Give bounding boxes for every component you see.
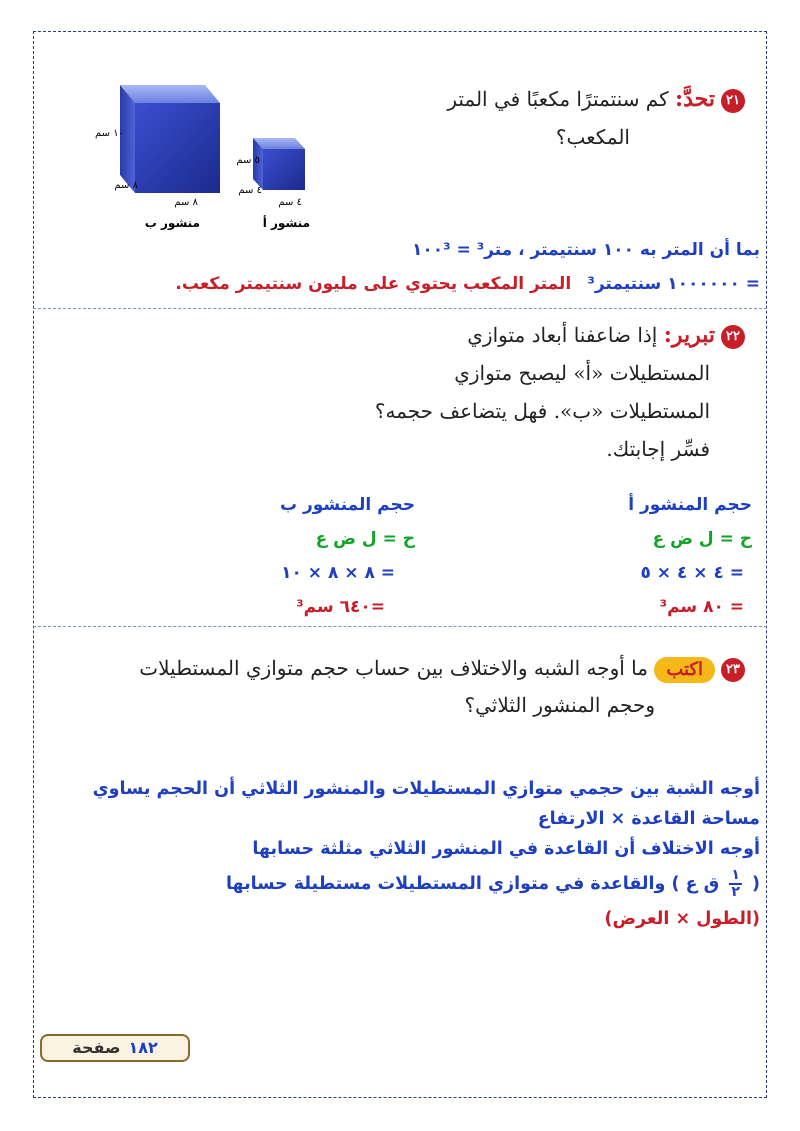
page-number: ١٨٢ [128, 1038, 158, 1057]
q21-answer-conclusion: المتر المكعب يحتوي على مليون سنتيمتر مكعب. [175, 274, 572, 294]
q21-line2: المكعب؟ [555, 125, 630, 149]
q21-number: ٢١ [721, 89, 745, 113]
q23-answer [40, 774, 760, 934]
separator [33, 626, 767, 627]
prism-a-calc: = ٤ × ٤ × ٥ [640, 563, 744, 583]
write-badge: اكتب [654, 657, 715, 683]
prism-a-formula: ح = ل ض ع [652, 529, 752, 549]
prism-b-volume-title: حجم المنشور ب [279, 495, 415, 515]
prism-b-depth: ٨ سم [114, 180, 138, 191]
q21-answer-line1: بما أن المتر به ١٠٠ سنتيمتر ، متر³ = ١٠٠³ [412, 240, 760, 260]
q23-line2: وحجم المنشور الثلاثي؟ [464, 693, 655, 717]
q23-answer-line2: مساحة القاعدة × الارتفاع [537, 809, 760, 829]
q21-keyword: تحدَّ: [675, 86, 715, 112]
q23-answer-line1: أوجه الشبة بين حجمي متوازي المستطيلات والمنشور الثلاثي أن الحجم يساوي [92, 779, 760, 799]
q22-keyword: تبرير: [663, 322, 715, 348]
q22-line4: فسِّر إجابتك. [606, 437, 710, 461]
q22-text [325, 316, 745, 468]
separator [33, 308, 767, 309]
q21-answer-volume: = ١٠٠٠٠٠٠ سنتيمتر³ [587, 274, 760, 294]
prism-b [120, 85, 220, 193]
page-number-box [40, 1034, 190, 1062]
q21-answer-line2 [40, 270, 760, 298]
q22-column-a [532, 488, 752, 624]
prism-b-formula: ح = ل ض ع [315, 529, 415, 549]
prism-a-caption: منشور أ [262, 216, 310, 230]
paren-open: ( [752, 874, 760, 894]
prism-b-caption: منشور ب [144, 216, 200, 230]
fraction-denominator: ٢ [731, 884, 740, 900]
prism-b-result: =٦٤٠ سم³ [296, 597, 385, 617]
page-label: صفحة [72, 1038, 121, 1057]
prism-a-width: ٤ سم [278, 197, 302, 208]
prism-a-height: ٥ سم [236, 155, 260, 166]
prism-b-calc: = ٨ × ٨ × ١٠ [281, 563, 395, 583]
one-half-fraction [729, 868, 742, 900]
q22-line3: المستطيلات «ب». فهل يتضاعف حجمه؟ [374, 399, 710, 423]
q21-text [325, 80, 745, 156]
prism-b-width: ٨ سم [174, 197, 198, 208]
fraction-numerator: ١ [731, 867, 740, 883]
prism-a [253, 138, 305, 190]
q23-line1: ما أوجه الشبه والاختلاف بين حساب حجم متوازي المستطيلات [139, 656, 648, 680]
q23-text [25, 650, 745, 724]
prism-b-height: ١٠ سم [95, 128, 124, 139]
prisms-figure [85, 75, 325, 235]
q23-answer-line4-rest: ق ع ) والقاعدة في متوازي المستطيلات مستطيلة حسابها [225, 874, 720, 894]
q22-number: ٢٢ [721, 325, 745, 349]
q23-answer-line4 [40, 868, 760, 900]
prism-a-volume-title: حجم المنشور أ [628, 495, 752, 515]
q23-answer-line3: أوجه الاختلاف أن القاعدة في المنشور الثلاثي مثلثة حسابها [252, 839, 760, 859]
q22-line1: إذا ضاعفنا أبعاد متوازي [467, 323, 658, 347]
q21-line1: كم سنتمترًا مكعبًا في المتر [447, 87, 669, 111]
q23-number: ٢٣ [721, 658, 745, 682]
prism-a-result: = ٨٠ سم³ [659, 597, 744, 617]
q22-line2: المستطيلات «أ» ليصبح متوازي [454, 361, 710, 385]
prism-a-depth: ٤ سم [238, 185, 262, 196]
q22-column-b [195, 488, 415, 624]
q23-answer-line5: (الطول × العرض) [604, 909, 760, 929]
